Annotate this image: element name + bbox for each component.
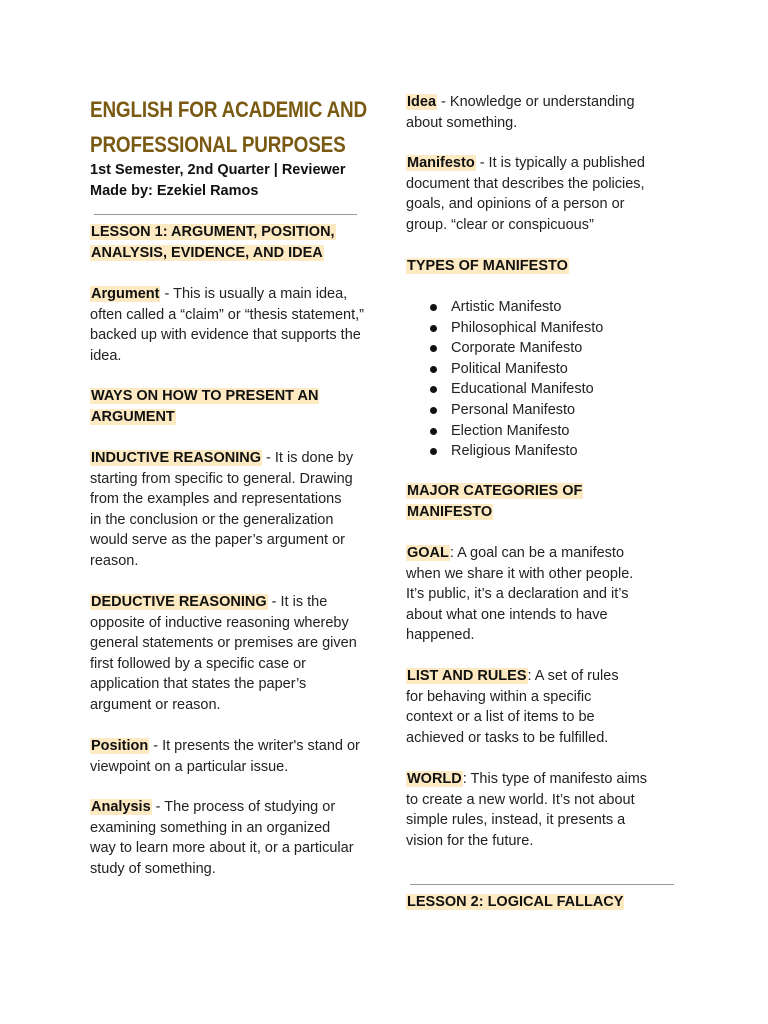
list-item — [406, 297, 668, 318]
position-text: - It presents the writer's stand or viewpoint on a particular issue. — [90, 738, 360, 775]
idea-text: - Knowledge or understanding about something. — [406, 94, 635, 131]
list-rules-text: : A set of rules for behaving within a specific context or a list of items to be achieved or tasks to be fulfilled. — [406, 668, 619, 746]
analysis-definition — [90, 797, 355, 879]
manifesto-text: - It is typically a published document that describes the policies, goals, and opinions of a person or group. “clear or conspicuous” — [406, 155, 645, 233]
deductive-definition — [90, 592, 365, 716]
world-term: WORLD — [407, 771, 462, 787]
ways-heading-text: WAYS ON HOW TO PRESENT AN ARGUMENT — [91, 388, 319, 425]
analysis-text: - The process of studying or examining something in an organized way to learn more about it, or a particular study of something. — [90, 799, 354, 877]
bullet-icon — [430, 407, 437, 414]
lesson1-heading — [90, 222, 360, 263]
lesson1-heading-text: LESSON 1: ARGUMENT, POSITION, ANALYSIS, EVIDENCE, AND IDEA — [91, 224, 335, 261]
bullet-icon — [430, 448, 437, 455]
lesson2-heading — [406, 892, 666, 913]
goal-term: GOAL — [407, 545, 449, 561]
deductive-term: DEDUCTIVE REASONING — [91, 594, 267, 610]
list-item — [406, 379, 668, 400]
world-definition — [406, 769, 651, 851]
list-item — [406, 338, 668, 359]
document-subtitle — [90, 160, 370, 202]
lesson2-divider — [410, 884, 674, 885]
goal-definition — [406, 543, 651, 646]
manifesto-term: Manifesto — [407, 155, 475, 171]
position-definition — [90, 736, 360, 777]
lesson2-heading-text: LESSON 2: LOGICAL FALLACY — [407, 894, 624, 910]
position-term: Position — [91, 738, 149, 754]
list-item-label: Corporate Manifesto — [451, 340, 583, 357]
argument-term: Argument — [91, 286, 160, 302]
major-heading — [406, 481, 626, 522]
list-item — [406, 441, 668, 462]
manifesto-definition — [406, 153, 661, 235]
inductive-text: - It is done by starting from specific to general. Drawing from the examples and representations in the conclusion or the generalization would serve as the paper’s argument or reason. — [90, 450, 354, 569]
deductive-text: - It is the opposite of inductive reasoning whereby general statements or premises are given first followed by a specific case or application that states the paper’s argument or reason. — [90, 594, 357, 713]
manifesto-types-list — [406, 297, 668, 462]
inductive-term: INDUCTIVE REASONING — [91, 450, 261, 466]
list-item — [406, 421, 668, 442]
inductive-definition — [90, 448, 355, 572]
major-heading-text: MAJOR CATEGORIES OF MANIFESTO — [407, 483, 583, 520]
list-item — [406, 318, 668, 339]
list-rules-term: LIST AND RULES — [407, 668, 527, 684]
idea-definition — [406, 92, 656, 133]
list-item-label: Artistic Manifesto — [451, 299, 562, 315]
argument-definition — [90, 284, 365, 366]
title-line-2: PROFESSIONAL PURPOSES — [90, 132, 346, 157]
list-item-label: Election Manifesto — [451, 422, 570, 439]
list-item-label: Political Manifesto — [451, 360, 568, 377]
types-heading — [406, 256, 661, 277]
bullet-icon — [430, 428, 437, 435]
list-item-label: Personal Manifesto — [451, 401, 576, 418]
goal-text: : A goal can be a manifesto when we share it with other people. It’s public, it’s a declaration and it’s about what one intends to have happened. — [406, 545, 634, 644]
list-item-label: Philosophical Manifesto — [451, 319, 604, 336]
argument-text: - This is usually a main idea, often called a “claim” or “thesis statement,” backed up with evidence that supports the idea. — [90, 286, 364, 364]
subtitle-line-2: Made by: Ezekiel Ramos — [90, 183, 259, 199]
ways-heading — [90, 386, 350, 427]
bullet-icon — [430, 386, 437, 393]
bullet-icon — [430, 304, 437, 311]
bullet-icon — [430, 366, 437, 373]
list-item-label: Religious Manifesto — [451, 443, 578, 460]
subtitle-line-1: 1st Semester, 2nd Quarter | Reviewer — [90, 162, 346, 178]
analysis-term: Analysis — [91, 799, 151, 815]
title-line-1: ENGLISH FOR ACADEMIC AND — [90, 97, 368, 122]
list-item-label: Educational Manifesto — [451, 381, 594, 398]
bullet-icon — [430, 325, 437, 332]
world-text: : This type of manifesto aims to create a new world. It’s not about simple rules, instead, it presents a vision for the future. — [406, 771, 648, 849]
idea-term: Idea — [407, 94, 437, 110]
list-item — [406, 400, 668, 421]
list-item — [406, 359, 668, 380]
list-rules-definition — [406, 666, 636, 748]
document-title — [90, 92, 368, 162]
title-divider — [94, 214, 357, 215]
bullet-icon — [430, 345, 437, 352]
types-heading-text: TYPES OF MANIFESTO — [407, 258, 568, 274]
